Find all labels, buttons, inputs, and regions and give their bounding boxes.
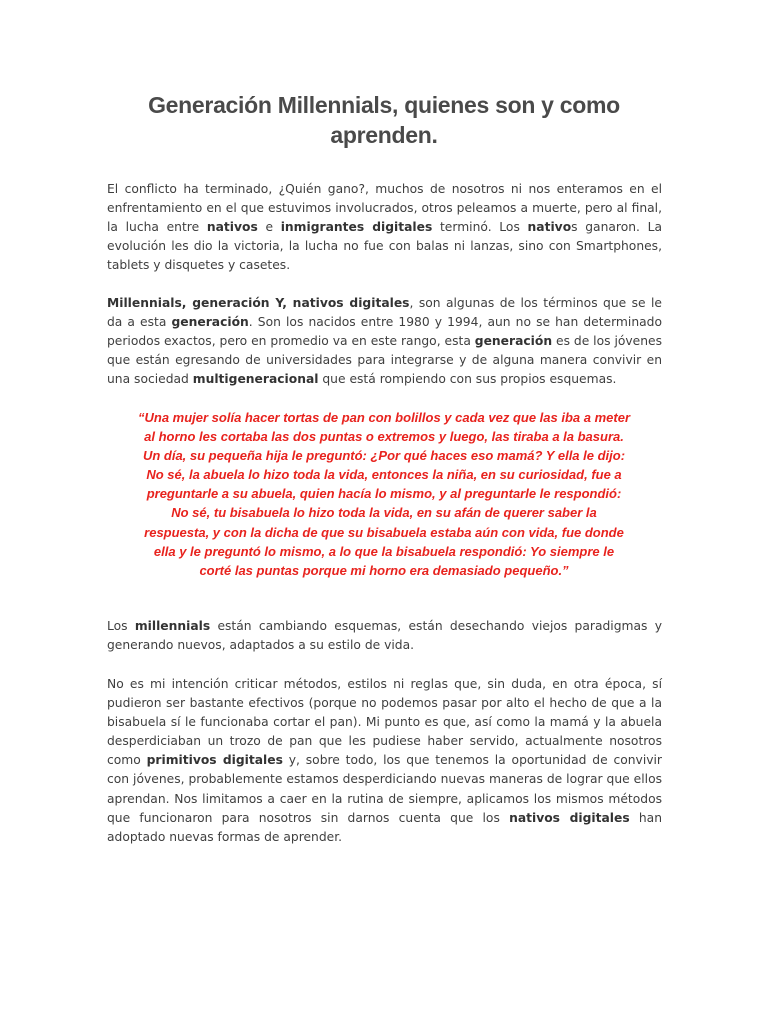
text-run: , son algunas de los términos que se le da a esta [107, 296, 662, 330]
bold-term: millennials [134, 619, 211, 633]
text-run: Los [107, 619, 135, 633]
paragraph-definition [107, 294, 662, 389]
text-run: están cambiando esquemas, están desechando viejos paradigmas y generando nuevos, adaptados a su estilo de vida. [107, 619, 662, 653]
paragraph-reflection [107, 675, 662, 847]
bold-term: generación [171, 315, 249, 330]
bold-term: generación [474, 334, 553, 349]
text-run: s ganaron. La evolución les dio la victoria, la lucha no fue con balas ni lanzas, sino con Smartphones, tablets y disquetes y casetes. [107, 220, 662, 273]
text-run: han adoptado nuevas formas de aprender. [107, 810, 662, 844]
text-run: El conflicto ha terminado, ¿Quién gano?, muchos de nosotros ni nos enteramos en el enfrentamiento en el que estuvimos involucrados, otros peleamos a muerte, pero al final, la lucha entre [107, 182, 662, 235]
bold-term: nativos digitales [509, 810, 630, 825]
text-run: que está rompiendo con sus propios esquemas. [318, 372, 617, 387]
bold-term: multigeneracional [192, 372, 319, 387]
text-run: es de los jóvenes que están egresando de universidades para integrarse y de alguna manera convivir en una sociedad [107, 334, 662, 387]
text-run: . Son los nacidos entre 1980 y 1994, aun no se han determinado periodos exactos, pero en promedio va en este rango, esta [107, 315, 662, 349]
quote-anecdote: “Una mujer solía hacer tortas de pan con bolillos y cada vez que las iba a meter al horno les cortaba las dos puntas o extremos y luego, las tiraba a la basura. Un día, su pequeña hija le preguntó: ¿Por qué haces eso mamá? Y ella le dijo: No sé, la abuela lo hizo toda la vida, entonces la niña, en su curiosidad, fue a preguntarle a su abuela, quien hacía lo mismo, y al preguntarle le respondió: No sé, tu bisabuela lo hizo toda la vida, en su afán de querer saber la respuesta, y con la dicha de que su bisabuela estaba aún con vida, fue donde ella y le preguntó lo mismo, a lo que la bisabuela respondió: Yo siempre le corté las puntas porque mi horno era demasiado pequeño.” [138, 410, 631, 578]
document-title: Generación Millennials, quienes son y como aprenden. [148, 92, 620, 148]
paragraph-conflict [107, 180, 662, 275]
text-run: No es mi intención criticar métodos, estilos ni reglas que, sin duda, en otra época, sí pudieron ser bastante efectivos (porque no podemos pasar por alto el hecho de que a la bisabuela sí le funcionaba cortar el pan). Mi punto es que, así como la mamá y la abuela desperdiciaban un trozo de pan que les pudiese haber servido, actualmente nosotros como [107, 677, 662, 768]
bold-term: nativos [206, 220, 258, 235]
paragraph-millennials-change [107, 617, 662, 655]
bold-term: nativo [527, 220, 572, 235]
text-run: e [257, 220, 281, 235]
bold-term: inmigrantes digitales [280, 220, 433, 235]
bold-term: Millennials, generación Y, nativos digitales [107, 296, 410, 310]
bold-term: primitivos digitales [146, 753, 283, 768]
text-run: y, sobre todo, los que tenemos la oportunidad de convivir con jóvenes, probablemente estamos desperdiciando nuevas maneras de lograr que ellos aprendan. Nos limitamos a caer en la rutina de siempre, aplicamos los mismos métodos que funcionaron para nosotros sin darnos cuenta que los [107, 753, 662, 825]
text-run: terminó. Los [432, 220, 528, 235]
